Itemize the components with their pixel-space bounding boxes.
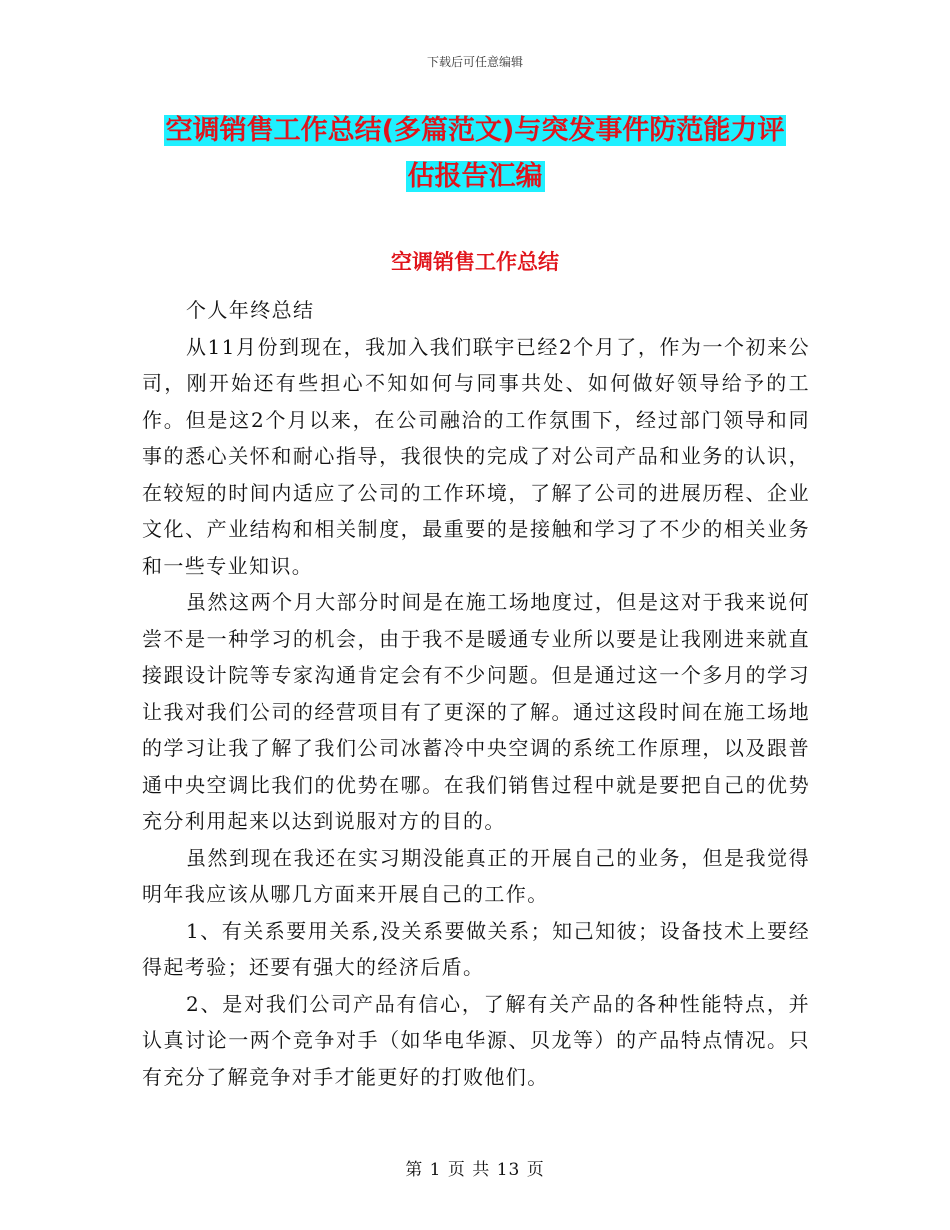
body-text: [142, 292, 810, 1095]
section-title: 空调销售工作总结: [391, 250, 559, 274]
document-title: [140, 108, 810, 200]
paragraph: 从11月份到现在，我加入我们联宇已经2个月了，作为一个初来公司，刚开始还有些担心不知如何与同事共处、如何做好领导给予的工作。但是这2个月以来，在公司融洽的工作氛围下，经过部门领导和同事的悉心关怀和耐心指导，我很快的完成了对公司产品和业务的认识，在较短的时间内适应了公司的工作环境，了解了公司的进展历程、企业文化、产业结构和相关制度，最重要的是接触和学习了不少的相关业务和一些专业知识。: [142, 334, 810, 578]
header-note: 下载后可任意编辑: [426, 55, 523, 69]
paragraph: 1、有关系要用关系,没关系要做关系；知己知彼；设备技术上要经得起考验；还要有强大的经济后盾。: [142, 918, 810, 979]
document-title-line-2: 估报告汇编: [407, 161, 543, 192]
document-title-line-1: 空调销售工作总结(多篇范文)与突发事件防范能力评: [165, 115, 785, 146]
page-number: 第 1 页 共 13 页: [405, 1160, 545, 1180]
paragraph: 2、是对我们公司产品有信心，了解有关产品的各种性能特点，并认真讨论一两个竞争对手（如华电华源、贝龙等）的产品特点情况。只有充分了解竞争对手才能更好的打败他们。: [142, 991, 810, 1089]
paragraph-subtitle: 个人年终总结: [186, 298, 315, 322]
paragraph: 虽然这两个月大部分时间是在施工场地度过，但是这对于我来说何尝不是一种学习的机会，由于我不是暖通专业所以要是让我刚进来就直接跟设计院等专家沟通肯定会有不少问题。但是通过这一个多月的学习让我对我们公司的经营项目有了更深的了解。通过这段时间在施工场地的学习让我了解了我们公司冰蓄冷中央空调的系统工作原理，以及跟普通中央空调比我们的优势在哪。在我们销售过程中就是要把自己的优势充分利用起来以达到说服对方的目的。: [142, 590, 810, 833]
paragraph: 虽然到现在我还在实习期没能真正的开展自己的业务，但是我觉得明年我应该从哪几方面来开展自己的工作。: [142, 845, 810, 906]
